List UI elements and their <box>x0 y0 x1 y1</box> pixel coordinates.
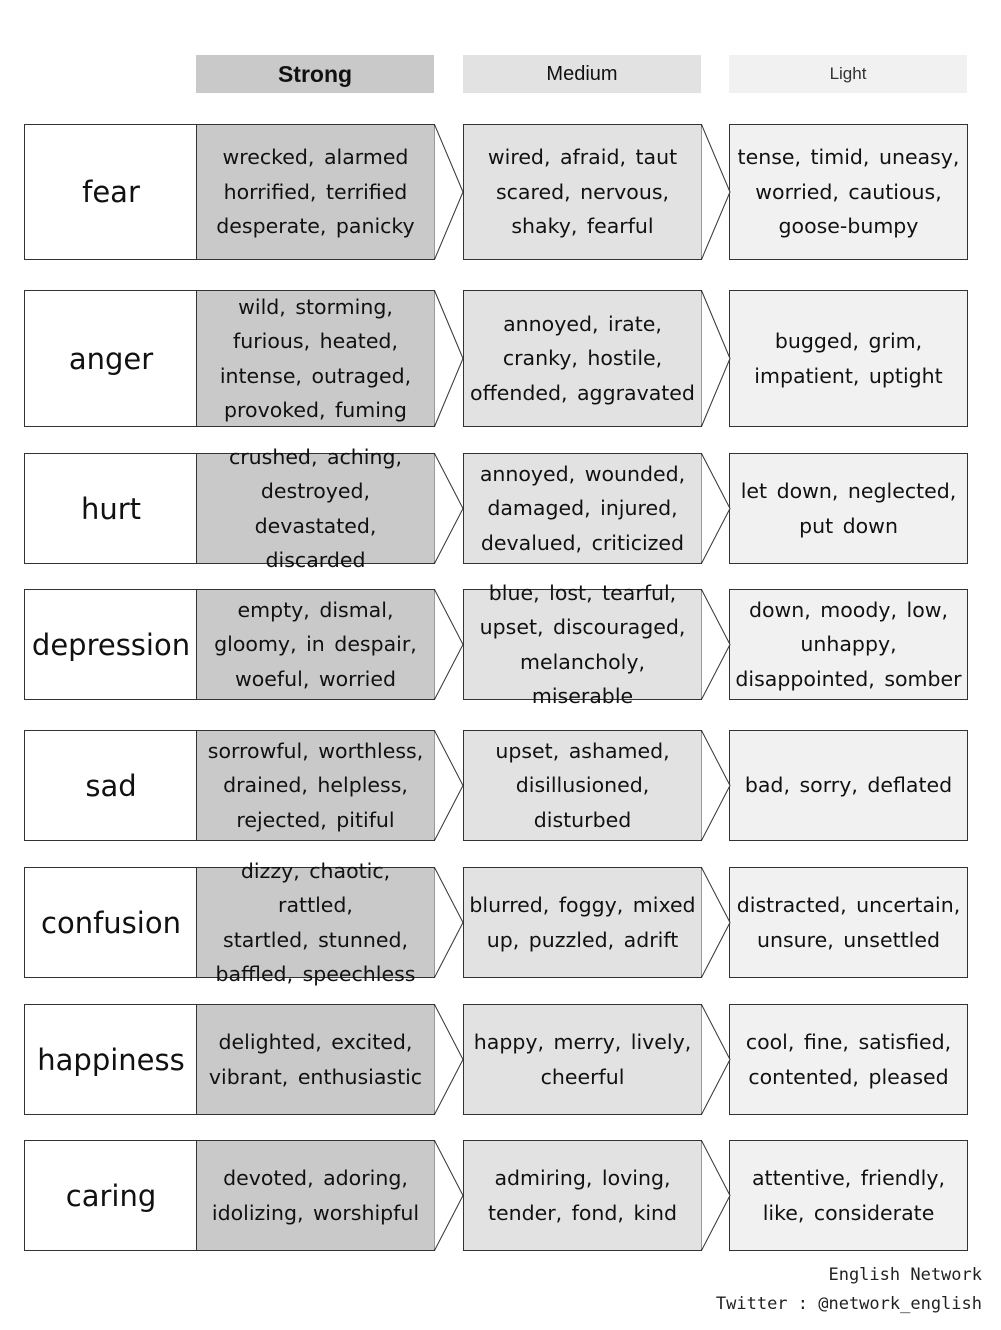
chevron-arrow-shape <box>435 590 464 700</box>
strong-word-line: dizzy, chaotic, rattled, <box>240 858 391 917</box>
light-words-box <box>729 453 968 564</box>
medium-word-line: disturbed <box>533 807 632 832</box>
medium-words <box>491 734 673 838</box>
medium-words-box <box>463 867 702 978</box>
emotion-row-hurt <box>0 444 1001 572</box>
medium-words <box>484 140 681 244</box>
strong-words-box <box>196 730 435 841</box>
strong-word-line: wrecked, alarmed <box>222 145 409 170</box>
medium-word-line: cranky, hostile, <box>502 346 663 371</box>
light-words <box>734 140 964 244</box>
header-light: Light <box>729 55 967 93</box>
strong-word-line: wild, storming, <box>238 294 393 319</box>
chevron-arrow-icon <box>434 730 464 841</box>
strong-word-line: horrified, terrified <box>223 179 408 204</box>
medium-words <box>484 1161 681 1230</box>
medium-word-line: annoyed, irate, <box>503 311 662 336</box>
medium-word-line: tender, fond, kind <box>487 1200 678 1225</box>
medium-words <box>465 888 699 957</box>
chevron-arrow-shape <box>702 731 731 841</box>
strong-words <box>197 854 434 992</box>
chevron-arrow-shape <box>702 454 731 564</box>
strong-word-line: desperate, panicky <box>216 214 415 239</box>
light-word-line: like, considerate <box>762 1200 935 1225</box>
strong-word-line: delighted, excited, <box>218 1030 413 1054</box>
medium-word-line: upset, discouraged, <box>479 615 686 639</box>
medium-word-line: up, puzzled, adrift <box>486 927 679 952</box>
strong-word-line: devastated, discarded <box>254 513 377 572</box>
medium-word-line: wired, afraid, taut <box>487 145 678 170</box>
medium-word-line: disillusioned, <box>515 773 650 798</box>
emotion-label: anger <box>24 290 197 427</box>
emotion-row-happiness <box>0 1004 1001 1115</box>
light-word-line: worried, cautious, <box>755 179 942 204</box>
strong-word-line: devoted, adoring, <box>223 1166 408 1190</box>
strong-word-line: empty, dismal, <box>237 597 394 622</box>
strong-words-box <box>196 1140 435 1251</box>
strong-word-line: crushed, aching, <box>228 444 403 469</box>
emotion-label: confusion <box>24 867 197 978</box>
medium-words-box <box>463 453 702 564</box>
chevron-arrow-shape <box>702 1141 731 1251</box>
chevron-arrow-icon <box>701 730 731 841</box>
strong-words <box>197 440 434 578</box>
emotion-label: fear <box>24 124 197 260</box>
strong-word-line: startled, stunned, <box>223 927 408 952</box>
medium-words <box>470 1025 695 1094</box>
light-words <box>742 1025 955 1094</box>
light-words <box>741 768 956 803</box>
chevron-arrow-icon <box>434 1004 464 1115</box>
chevron-arrow-shape <box>435 1005 464 1115</box>
strong-words-box <box>196 589 435 700</box>
strong-words-box <box>196 858 435 986</box>
chevron-arrow-shape <box>702 125 731 260</box>
medium-words-box <box>463 730 702 841</box>
strong-words-box <box>196 1004 435 1115</box>
light-word-line: goose-bumpy <box>778 214 919 239</box>
chevron-arrow-shape <box>435 454 464 564</box>
emotion-label: happiness <box>24 1004 197 1115</box>
credit-author: English Network <box>828 1265 982 1285</box>
chevron-arrow-icon <box>434 453 464 564</box>
light-words-box <box>729 124 968 260</box>
light-word-line: attentive, friendly, <box>751 1166 946 1190</box>
strong-words <box>208 1161 423 1230</box>
strong-words-box <box>196 124 435 260</box>
light-words-box <box>729 1140 968 1251</box>
strong-word-line: drained, helpless, <box>223 773 408 798</box>
light-words <box>733 888 965 957</box>
chevron-arrow-shape <box>435 125 464 260</box>
chevron-arrow-shape <box>435 868 464 978</box>
medium-word-line: shaky, fearful <box>511 214 654 239</box>
light-words <box>731 593 965 697</box>
medium-word-line: admiring, loving, <box>494 1166 671 1190</box>
header-strong: Strong <box>196 55 434 93</box>
light-words-box <box>729 730 968 841</box>
medium-word-line: devalued, criticized <box>480 530 685 555</box>
light-word-line: impatient, uptight <box>754 363 943 388</box>
strong-words <box>204 734 427 838</box>
medium-words <box>476 457 689 561</box>
light-word-line: disappointed, somber <box>735 666 962 691</box>
medium-word-line: annoyed, wounded, <box>479 461 686 486</box>
strong-word-line: destroyed, <box>260 479 371 503</box>
light-words-box <box>729 290 968 427</box>
emotion-label: hurt <box>24 453 197 564</box>
strong-word-line: rejected, pitiful <box>236 807 395 832</box>
light-words-box <box>729 1004 968 1115</box>
header-medium: Medium <box>463 55 701 93</box>
emotion-row-confusion <box>0 858 1001 986</box>
medium-word-line: offended, aggravated <box>470 380 695 405</box>
chevron-arrow-icon <box>701 290 731 427</box>
light-words <box>748 1161 949 1230</box>
credit-twitter: Twitter : @network_english <box>715 1294 982 1314</box>
strong-words <box>205 1025 426 1094</box>
chevron-arrow-shape <box>435 1141 464 1251</box>
medium-words-box <box>463 580 702 708</box>
strong-word-line: intense, outraged, <box>219 363 412 388</box>
chevron-arrow-shape <box>702 868 731 978</box>
medium-words <box>466 307 699 411</box>
strong-words-box <box>196 444 435 572</box>
strong-word-line: furious, heated, <box>233 329 398 353</box>
medium-word-line: happy, merry, lively, <box>473 1030 692 1054</box>
medium-words <box>464 576 701 714</box>
chevron-arrow-icon <box>701 1004 731 1115</box>
strong-words <box>210 593 421 697</box>
light-word-line: tense, timid, uneasy, <box>737 145 960 170</box>
strong-words <box>216 290 415 428</box>
emotion-label: sad <box>24 730 197 841</box>
light-word-line: down, moody, low, <box>748 597 949 622</box>
emotion-label: depression <box>24 589 197 700</box>
light-word-line: cool, fine, satisfied, <box>745 1030 952 1054</box>
chevron-arrow-icon <box>701 1140 731 1251</box>
chevron-arrow-shape <box>435 291 464 427</box>
strong-word-line: vibrant, enthusiastic <box>208 1064 423 1089</box>
chevron-arrow-icon <box>701 589 731 700</box>
emotion-row-caring <box>0 1140 1001 1251</box>
emotion-row-sad <box>0 730 1001 841</box>
medium-word-line: upset, ashamed, <box>495 738 670 763</box>
strong-words-box <box>196 290 435 427</box>
emotion-row-depression <box>0 580 1001 708</box>
medium-words-box <box>463 1004 702 1115</box>
light-word-line: bad, sorry, deflated <box>744 773 953 798</box>
medium-word-line: scared, nervous, <box>495 179 670 204</box>
light-word-line: contented, pleased <box>748 1064 949 1089</box>
chevron-arrow-icon <box>434 290 464 427</box>
medium-words-box <box>463 124 702 260</box>
strong-word-line: woeful, worried <box>235 666 396 691</box>
medium-word-line: blue, lost, tearful, <box>488 580 677 605</box>
medium-word-line: damaged, injured, <box>487 496 678 521</box>
light-words-box <box>729 867 968 978</box>
strong-word-line: baffled, speechless <box>215 962 416 986</box>
medium-words-box <box>463 1140 702 1251</box>
light-word-line: bugged, grim, <box>774 329 923 353</box>
light-words-box <box>729 589 968 700</box>
chevron-arrow-shape <box>702 590 731 700</box>
chevron-arrow-icon <box>434 589 464 700</box>
chevron-arrow-icon <box>434 867 464 978</box>
emotion-row-anger <box>0 290 1001 427</box>
chevron-arrow-icon <box>701 867 731 978</box>
strong-word-line: provoked, fuming <box>224 398 407 422</box>
medium-word-line: blurred, foggy, mixed <box>469 893 696 917</box>
chevron-arrow-shape <box>702 1005 731 1115</box>
light-word-line: put down <box>799 513 898 538</box>
light-words <box>750 324 946 393</box>
light-word-line: unsure, unsettled <box>757 927 940 952</box>
chevron-arrow-icon <box>701 124 731 260</box>
light-word-line: let down, neglected, <box>740 479 957 503</box>
strong-word-line: idolizing, worshipful <box>211 1200 420 1225</box>
light-words <box>737 474 961 543</box>
strong-word-line: gloomy, in despair, <box>214 632 417 657</box>
strong-words <box>212 140 418 244</box>
light-word-line: unhappy, <box>800 632 897 657</box>
emotion-label: caring <box>24 1140 197 1251</box>
chevron-arrow-icon <box>701 453 731 564</box>
chevron-arrow-icon <box>434 124 464 260</box>
medium-word-line: melancholy, miserable <box>520 649 645 708</box>
emotion-row-fear <box>0 124 1001 260</box>
medium-word-line: cheerful <box>540 1064 625 1089</box>
chevron-arrow-shape <box>702 291 731 427</box>
strong-word-line: sorrowful, worthless, <box>207 738 424 763</box>
light-word-line: distracted, uncertain, <box>736 893 961 917</box>
chevron-arrow-icon <box>434 1140 464 1251</box>
chevron-arrow-shape <box>435 731 464 841</box>
medium-words-box <box>463 290 702 427</box>
